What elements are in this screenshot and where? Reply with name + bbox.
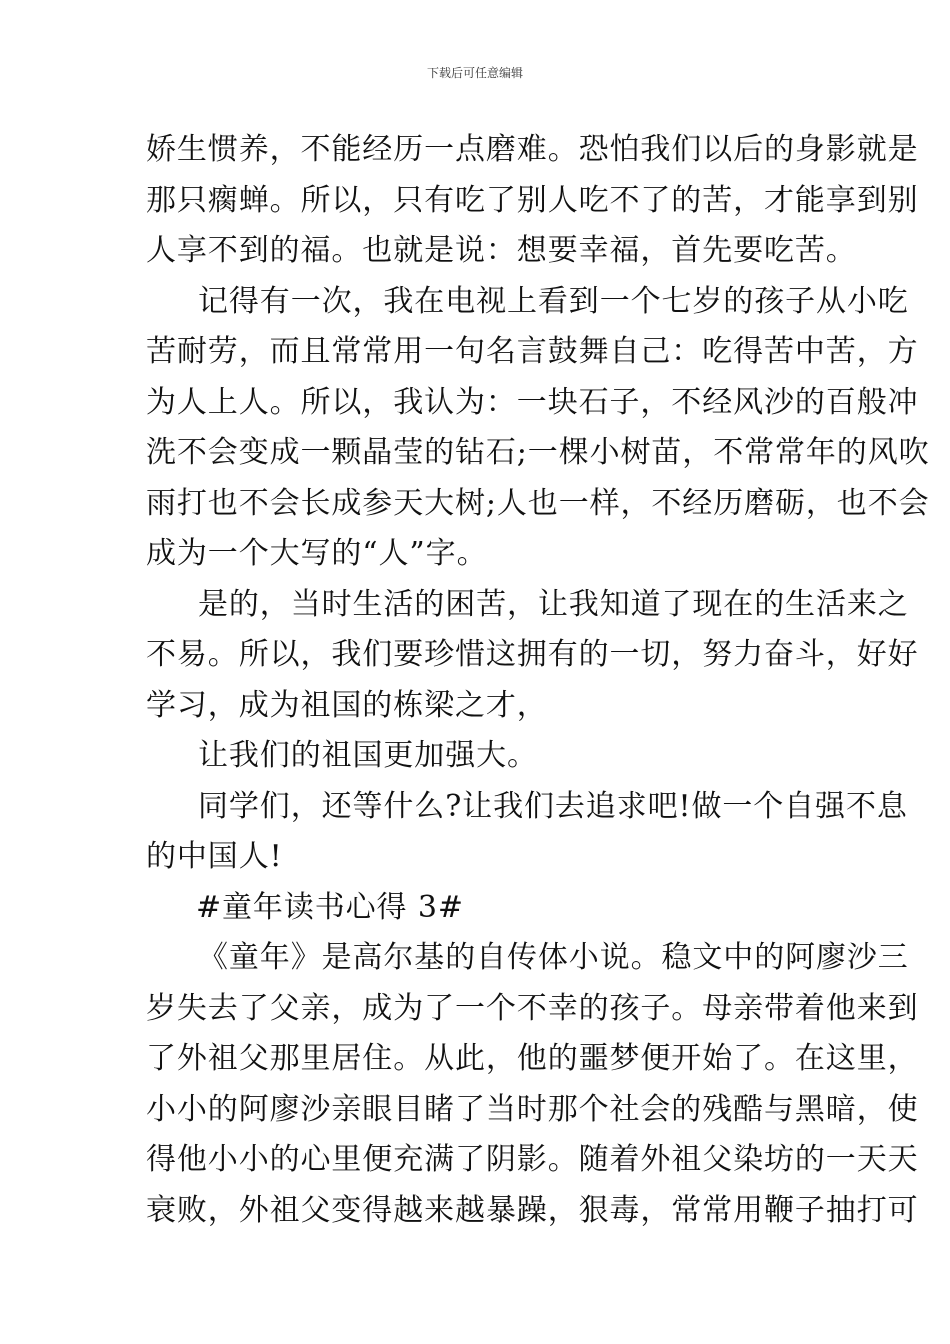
text-line: 的中国人! <box>146 839 283 874</box>
text-line: 雨打也不会长成参天大树;人也一样，不经历磨砺，也不会 <box>146 485 930 521</box>
text-line: 人享不到的福。也就是说：想要幸福，首先要吃苦。 <box>146 233 857 268</box>
paragraph-first-line: 是的，当时生活的困苦，让我知道了现在的生活来之 <box>198 586 909 622</box>
paragraph-first-line: 《童年》是高尔基的自传体小说。稳文中的阿廖沙三 <box>198 940 909 975</box>
text-line: 岁失去了父亲，成为了一个不幸的孩子。母亲带着他来到 <box>146 990 919 1026</box>
text-line: 那只瘸蝉。所以，只有吃了别人吃不了的苦，才能享到别 <box>146 182 919 218</box>
text-line: 苦耐劳，而且常常用一句名言鼓舞自己：吃得苦中苦，方 <box>146 334 919 369</box>
paragraph-first-line: 让我们的祖国更加强大。 <box>198 738 538 773</box>
paragraph-first-line: 同学们，还等什么?让我们去追求吧!做一个自强不息 <box>198 788 908 824</box>
text-line: 得他小小的心里便充满了阴影。随着外祖父染坊的一天天 <box>146 1142 919 1177</box>
text-line: 为人上人。所以，我认为：一块石子，不经风沙的百般冲 <box>146 384 919 420</box>
text-line: 成为一个大写的“人”字。 <box>146 536 488 571</box>
text-line: 衰败，外祖父变得越来越暴躁，狠毒，常常用鞭子抽打可 <box>146 1192 919 1228</box>
text-line: 学习，成为祖国的栋梁之才， <box>146 687 548 723</box>
section-heading: #童年读书心得 3# <box>196 889 464 925</box>
text-line: 小小的阿廖沙亲眼目睹了当时那个社会的残酷与黑暗，使 <box>146 1091 919 1127</box>
document-body <box>146 128 930 1239</box>
text-line: 不易。所以，我们要珍惜这拥有的一切，努力奋斗，好好 <box>146 637 919 672</box>
text-line: 洗不会变成一颗晶莹的钻石;一棵小树苗，不常常年的风吹 <box>146 435 930 470</box>
page-header: 下载后可任意编辑 <box>426 66 523 80</box>
paragraph-first-line: 记得有一次，我在电视上看到一个七岁的孩子从小吃 <box>198 283 909 319</box>
text-line: 娇生惯养，不能经历一点磨难。恐怕我们以后的身影就是 <box>146 132 919 167</box>
text-line: 了外祖父那里居住。从此，他的噩梦便开始了。在这里， <box>146 1041 919 1076</box>
